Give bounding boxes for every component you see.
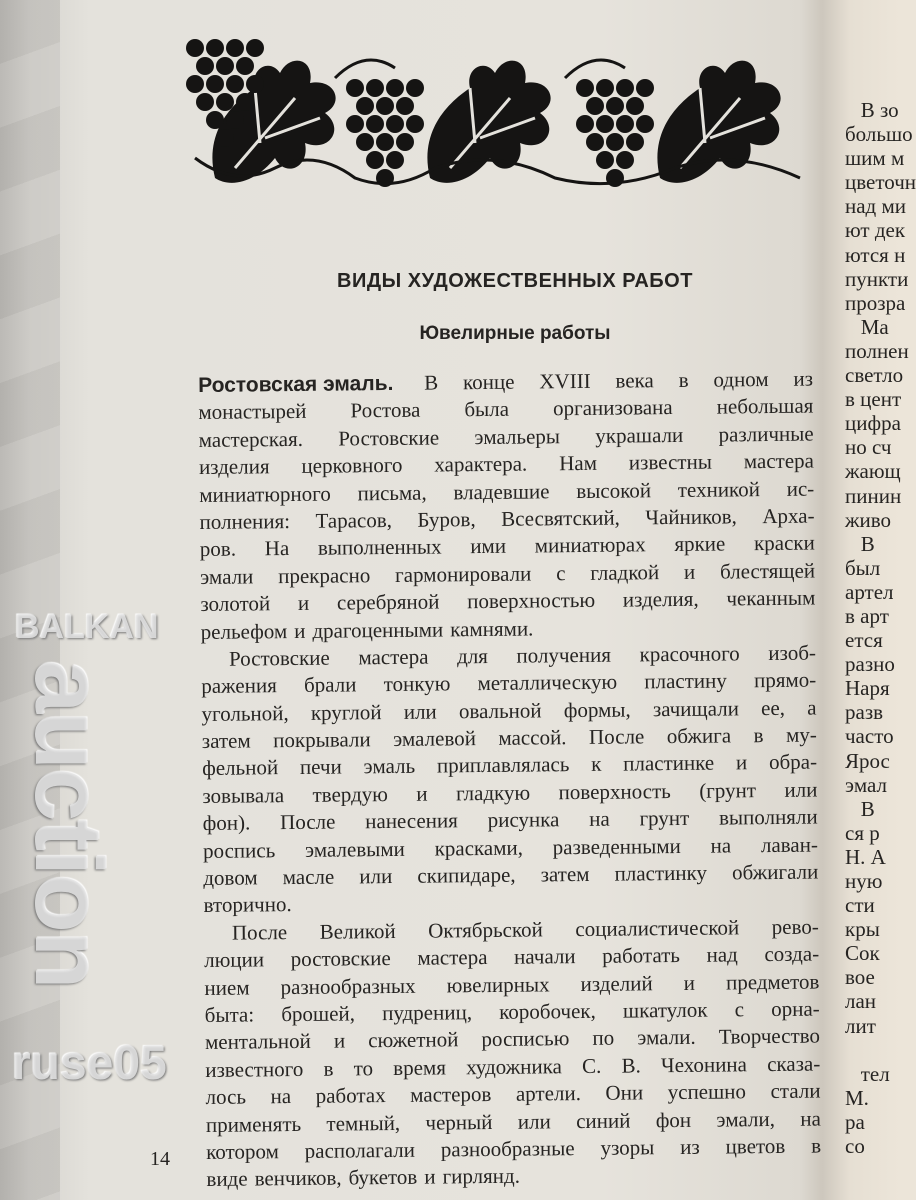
facing-text-line: но сч xyxy=(845,435,892,460)
facing-text-line: ся р xyxy=(845,820,880,845)
facing-text-line: ются н xyxy=(845,242,906,267)
facing-text-line: был xyxy=(845,555,881,580)
facing-text-line: лит xyxy=(845,1013,876,1038)
facing-text-line: тел xyxy=(845,1061,890,1086)
watermark-line: ruse05 xyxy=(12,1037,167,1090)
text-line: Ростовские мастера для получения красочного изоб- xyxy=(228,640,817,671)
page-number: 14 xyxy=(150,1148,170,1170)
facing-text-line: ется xyxy=(845,628,883,653)
facing-text-line: В xyxy=(845,796,875,821)
text-line: эмали прекрасно гармонировали с гладкой и блестящей xyxy=(200,558,816,589)
facing-text-line: Сок xyxy=(845,941,880,966)
facing-text-line: шим м xyxy=(845,146,905,171)
text-line: известного в то время художника С. В. Чехонина сказа- xyxy=(205,1051,821,1082)
facing-text-line: эмал xyxy=(845,772,887,797)
facing-text-line: Ма xyxy=(845,314,889,339)
text-line: угольной, круглой или овальной формы, зачищали ее, а xyxy=(201,695,817,726)
text-line: котором располагали разнообразные узоры из цветов в xyxy=(206,1133,822,1164)
background-surface xyxy=(0,0,60,1200)
facing-text-line: вое xyxy=(845,965,875,990)
facing-text-line: артел xyxy=(845,579,894,604)
facing-text-line: разно xyxy=(845,652,895,677)
facing-text-line: Наря xyxy=(845,676,890,701)
facing-text-line: живо xyxy=(845,507,892,532)
facing-text-line: в цент xyxy=(845,387,902,412)
text-line: миниатюрного письма, владевшие высокой техникой ис- xyxy=(199,476,815,507)
text-line: мастерская. Ростовские эмальеры украшали различные xyxy=(198,421,814,452)
facing-text-line: прозра xyxy=(845,290,906,315)
text-line: применять темный, черный или синий фон эмали, на xyxy=(205,1106,821,1137)
text-line: роспись эмалевыми красками, разведенными на лаван- xyxy=(202,832,819,863)
facing-text-line: жающ xyxy=(845,459,901,484)
text-line: лось на работах мастеров артели. Они успешно стали xyxy=(205,1078,821,1110)
watermark-line: BALKAN xyxy=(15,608,159,646)
text-line: нием разнообразных ювелирных изделий и предметов xyxy=(204,969,820,1000)
subsection-heading: Ювелирные работы xyxy=(419,323,611,344)
facing-text-line: Ярос xyxy=(845,748,890,773)
facing-text-line: разв xyxy=(845,700,884,725)
text-line: фельной печи эмаль приплавлялась к пластинке и обра- xyxy=(202,750,818,781)
facing-text-line: В зо xyxy=(845,98,899,122)
text-line: быта: брошей, пудрениц, коробочек, шкатулок с орна- xyxy=(204,996,820,1027)
facing-page-text xyxy=(845,98,916,1158)
grapevine-ornament xyxy=(195,48,805,196)
facing-text-line: над ми xyxy=(845,194,907,219)
text-line: Ростовская эмаль. В конце XVIII века в одном из xyxy=(198,366,813,400)
facing-text-line: светло xyxy=(845,363,904,388)
facing-text-line: ра xyxy=(845,1109,865,1134)
facing-text-line: ют дек xyxy=(845,218,906,243)
facing-text-line: полнен xyxy=(845,338,909,363)
text-line: полнения: Тарасов, Буров, Всесвятский, Чайников, Арха- xyxy=(199,503,815,534)
text-line: фон). После нанесения рисунка на грунт выполняли xyxy=(202,804,818,836)
facing-text-line: М. xyxy=(845,1085,869,1110)
facing-text-line: цветочн xyxy=(845,170,916,195)
watermark-line: auction xyxy=(15,660,122,988)
facing-text-line: кры xyxy=(845,917,880,942)
facing-text-line: пинин xyxy=(845,483,902,508)
facing-text-line: лан xyxy=(845,989,877,1014)
facing-text-line xyxy=(845,1038,916,1062)
text-line: изделия церковного характера. Нам известны мастера xyxy=(198,448,815,480)
text-line: ражения брали тонкую металлическую пластину прямо- xyxy=(201,667,817,699)
section-heading: ВИДЫ ХУДОЖЕСТВЕННЫХ РАБОТ xyxy=(337,270,693,292)
facing-text-line: В xyxy=(845,531,875,556)
text-line: рельефом и драгоценными камнями. xyxy=(200,616,534,644)
text-line: зовывала твердую и гладкую поверхность (грунт или xyxy=(202,777,818,808)
text-line: люции ростовские мастера начали работать над созда- xyxy=(204,941,820,973)
facing-text-line: со xyxy=(845,1134,865,1159)
text-line: вторично. xyxy=(203,892,292,918)
facing-text-line: Н. А xyxy=(845,844,886,869)
lead-term: Ростовская эмаль. xyxy=(198,371,394,397)
facing-text-line: в арт xyxy=(845,603,889,628)
facing-text-line: цифра xyxy=(845,411,901,436)
text-line: затем покрывали эмалевой массой. После обжига в му- xyxy=(201,722,817,754)
text-line: монастырей Ростова была организована небольшая xyxy=(198,393,814,425)
text-line: ров. На выполненных ими миниатюрах яркие краски xyxy=(199,530,815,562)
facing-text-line: сти xyxy=(845,893,875,918)
text-line: После Великой Октябрьской социалистической рево- xyxy=(231,914,819,945)
facing-text-line: большо xyxy=(845,122,913,147)
facing-text-line: пункти xyxy=(845,266,909,291)
text-line: золотой и серебряной поверхностью изделия, чеканным xyxy=(200,585,816,617)
main-text-column xyxy=(198,366,822,1194)
facing-text-line: ную xyxy=(845,869,883,893)
facing-text-line: часто xyxy=(845,724,894,749)
text-line: виде венчиков, букетов и гирлянд. xyxy=(206,1164,521,1192)
text-line: довом масле или скипидаре, затем пластинку обжигали xyxy=(203,859,819,891)
text-line: ментальной и сюжетной росписью по эмали. Творчество xyxy=(204,1023,821,1055)
